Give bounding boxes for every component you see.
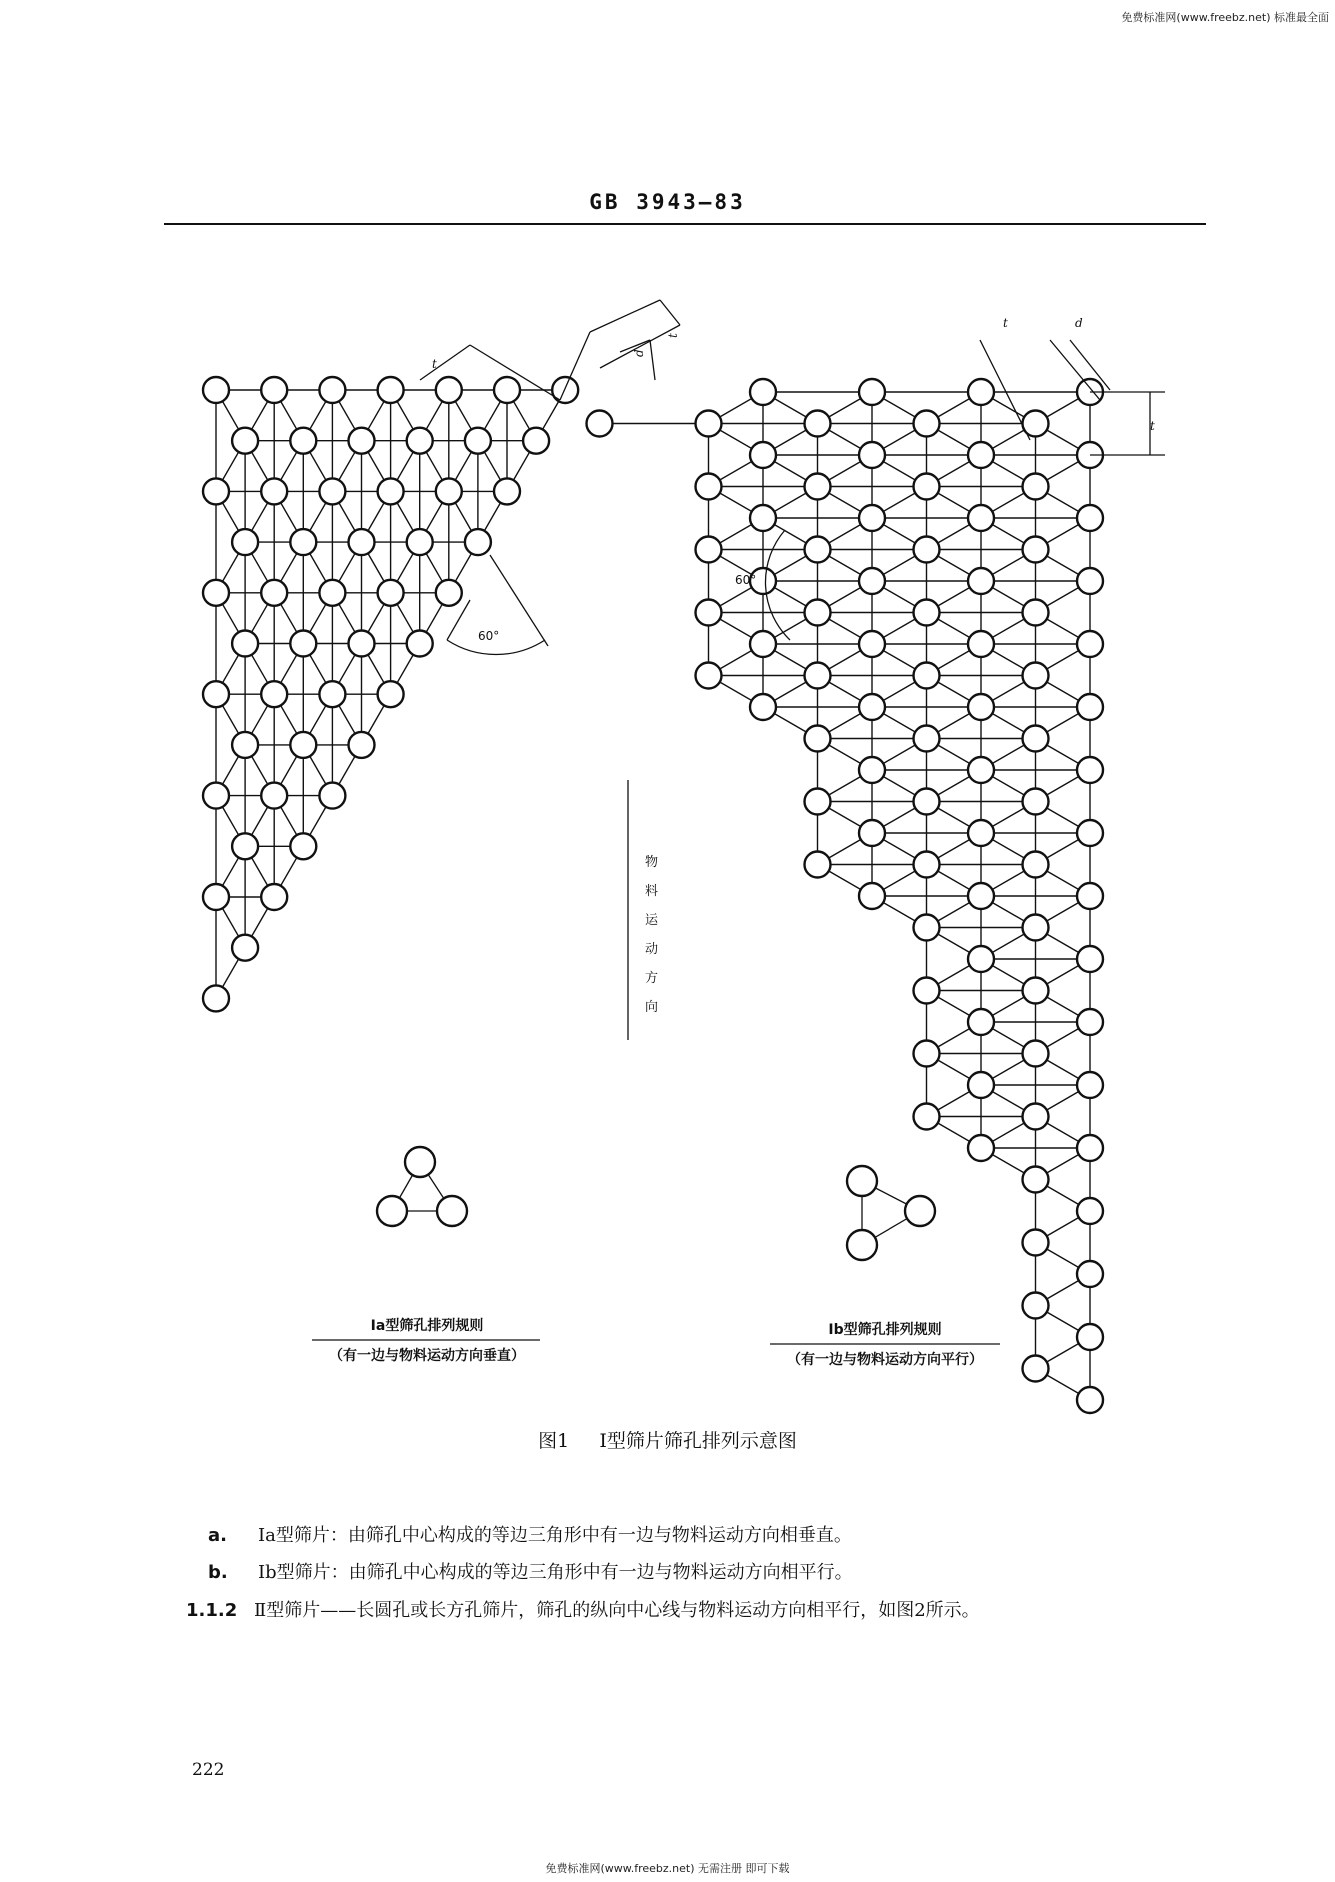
direction-label-char: 向	[645, 1000, 659, 1015]
left-rule-title: Ia型筛孔排列规则	[370, 1318, 484, 1334]
left-sieve-hole	[232, 732, 258, 758]
right-sieve-hole	[696, 474, 722, 500]
right-rule-triangle-hole	[847, 1166, 877, 1196]
direction-label-char: 动	[645, 942, 659, 957]
left-sieve-hole	[232, 529, 258, 555]
right-sieve-hole	[750, 379, 776, 405]
right-dim-d-label: d	[1075, 316, 1083, 330]
left-sieve-hole	[290, 732, 316, 758]
right-sieve-hole	[1023, 726, 1049, 752]
left-sieve-hole	[552, 377, 578, 403]
left-sieve-hole	[407, 428, 433, 454]
right-sieve-hole	[805, 600, 831, 626]
right-sieve-hole	[968, 1135, 994, 1161]
left-sieve-hole	[203, 783, 229, 809]
right-sieve-hole	[914, 663, 940, 689]
right-sieve-hole	[805, 663, 831, 689]
right-sieve-hole	[1023, 1293, 1049, 1319]
right-sieve-hole	[750, 694, 776, 720]
left-sieve-hole	[319, 681, 345, 707]
right-sieve-hole	[1077, 631, 1103, 657]
right-sieve-hole	[968, 757, 994, 783]
right-sieve-hole	[1023, 789, 1049, 815]
left-sieve-hole	[319, 478, 345, 504]
right-sieve-hole	[1077, 1009, 1103, 1035]
document-header: GB 3943—83	[589, 190, 746, 214]
left-sieve-hole	[378, 681, 404, 707]
left-sieve-hole	[232, 631, 258, 657]
left-sieve-hole	[261, 377, 287, 403]
left-dimension-line	[420, 345, 470, 380]
left-sieve-hole	[203, 884, 229, 910]
right-sieve-hole	[914, 600, 940, 626]
paragraph-1-1-2	[186, 1596, 980, 1622]
left-rule-triangle-hole	[437, 1196, 467, 1226]
right-sieve-hole	[968, 883, 994, 909]
right-sieve-hole	[1023, 474, 1049, 500]
left-sieve-hole	[494, 478, 520, 504]
left-dim-t-label: t	[432, 357, 437, 371]
direction-label	[645, 854, 659, 1015]
right-sieve-hole	[696, 600, 722, 626]
right-sieve-hole	[859, 820, 885, 846]
paragraph-b	[208, 1558, 853, 1584]
left-sieve-hole	[261, 884, 287, 910]
right-rule-triangle-hole	[905, 1196, 935, 1226]
left-sieve-hole	[436, 580, 462, 606]
right-rule-title: Ib型筛孔排列规则	[828, 1322, 942, 1338]
left-sieve-hole	[349, 529, 375, 555]
right-sieve-hole	[1077, 568, 1103, 594]
right-sieve-hole	[750, 631, 776, 657]
left-sieve-hole	[319, 377, 345, 403]
left-sieve-hole	[465, 529, 491, 555]
right-sieve-hole	[1077, 1324, 1103, 1350]
right-sieve-hole	[1077, 946, 1103, 972]
left-sieve-hole	[465, 428, 491, 454]
right-sieve-hole	[1077, 757, 1103, 783]
left-sieve-hole	[261, 681, 287, 707]
paragraph-a-label: a.	[208, 1525, 227, 1546]
right-sieve-hole	[914, 789, 940, 815]
right-sieve-hole	[914, 537, 940, 563]
right-sieve-hole	[1023, 663, 1049, 689]
right-dim-t-label: t	[1003, 316, 1008, 330]
right-sieve-hole	[914, 978, 940, 1004]
right-sieve-hole	[859, 442, 885, 468]
right-sieve-hole	[968, 946, 994, 972]
right-sieve-hole	[696, 537, 722, 563]
left-sieve-hole	[203, 580, 229, 606]
direction-label-char: 方	[645, 971, 659, 986]
figure-number: 图1	[538, 1430, 570, 1452]
direction-label-char: 料	[645, 884, 659, 899]
left-sieve-hole	[494, 377, 520, 403]
right-rule-triangle-hole	[847, 1230, 877, 1260]
left-sieve-hole	[436, 478, 462, 504]
left-sieve-hole	[378, 478, 404, 504]
paragraph-b-label: b.	[208, 1562, 228, 1583]
left-dimension-line	[590, 300, 660, 332]
right-sieve-hole	[805, 411, 831, 437]
watermark-top: 免费标准网(www.freebz.net) 标准最全面	[1121, 11, 1329, 24]
right-sieve-hole	[1023, 1041, 1049, 1067]
right-sieve-hole	[1023, 915, 1049, 941]
right-sieve-hole	[968, 1072, 994, 1098]
paragraph-1-1-2-label: 1.1.2	[186, 1600, 238, 1621]
left-sieve-hole	[378, 377, 404, 403]
left-sieve-hole	[261, 580, 287, 606]
left-rule-triangle-hole	[405, 1147, 435, 1177]
left-sieve-hole	[290, 631, 316, 657]
right-sieve-hole	[859, 631, 885, 657]
left-sieve-hole	[261, 783, 287, 809]
left-sieve-hole	[203, 377, 229, 403]
left-angle-label: 60°	[478, 629, 500, 643]
right-sieve-hole	[968, 1009, 994, 1035]
left-dimension-line	[650, 340, 655, 380]
right-sieve-hole	[1077, 1135, 1103, 1161]
left-sieve-hole	[290, 833, 316, 859]
right-sieve-hole	[750, 442, 776, 468]
right-dim-t2-label: t	[1150, 419, 1155, 433]
left-sieve-hole	[203, 985, 229, 1011]
left-sieve-hole	[523, 428, 549, 454]
right-sieve-hole	[1023, 600, 1049, 626]
paragraph-a	[208, 1521, 852, 1547]
right-sieve-hole	[914, 411, 940, 437]
right-sieve-hole	[1023, 852, 1049, 878]
right-sieve-hole	[1077, 1072, 1103, 1098]
right-sieve-hole	[968, 442, 994, 468]
right-rule-subtitle: （有一边与物料运动方向平行）	[787, 1352, 983, 1368]
page-number: 222	[192, 1760, 225, 1780]
right-sieve-hole	[1023, 1167, 1049, 1193]
left-rule-subtitle: （有一边与物料运动方向垂直）	[329, 1348, 525, 1364]
left-sieve-hole	[232, 935, 258, 961]
figure-title: I型筛片筛孔排列示意图	[599, 1430, 797, 1452]
left-rule-triangle-hole	[377, 1196, 407, 1226]
right-sieve-hole	[914, 1041, 940, 1067]
left-sieve-hole	[349, 631, 375, 657]
right-sieve-hole	[696, 663, 722, 689]
right-sieve-hole	[1023, 1104, 1049, 1130]
paragraph-b-text: Ⅰb型筛片：由筛孔中心构成的等边三角形中有一边与物料运动方向相平行。	[258, 1562, 853, 1583]
left-sieve-hole	[407, 631, 433, 657]
left-sieve-hole	[290, 529, 316, 555]
right-sieve-hole	[859, 757, 885, 783]
right-angle-label: 60°	[735, 573, 757, 587]
direction-label-char: 物	[645, 855, 659, 870]
right-sieve-hole	[1023, 1230, 1049, 1256]
figure-caption	[0, 1426, 1335, 1453]
right-sieve-hole	[1077, 505, 1103, 531]
right-dimension-line	[1050, 340, 1100, 400]
right-sieve-hole	[968, 379, 994, 405]
right-sieve-hole	[859, 505, 885, 531]
left-sieve-hole	[319, 783, 345, 809]
right-sieve-hole	[914, 1104, 940, 1130]
right-sieve-hole	[1077, 1387, 1103, 1413]
left-dimension-line	[660, 300, 680, 325]
right-sieve-hole	[859, 568, 885, 594]
right-sieve-hole	[750, 505, 776, 531]
right-sieve-hole	[859, 379, 885, 405]
right-sieve-hole	[805, 537, 831, 563]
right-sieve-hole	[1077, 1261, 1103, 1287]
right-sieve-hole	[1077, 820, 1103, 846]
right-sieve-hole	[1077, 1198, 1103, 1224]
right-sieve-hole	[968, 505, 994, 531]
right-sieve-hole	[587, 411, 613, 437]
right-sieve-hole	[1023, 1356, 1049, 1382]
left-sieve-hole	[378, 580, 404, 606]
right-sieve-hole	[968, 694, 994, 720]
right-sieve-hole	[968, 631, 994, 657]
left-dim-d-label: d	[632, 349, 646, 357]
right-sieve-hole	[914, 726, 940, 752]
right-sieve-hole	[914, 852, 940, 878]
right-sieve-hole	[1023, 537, 1049, 563]
watermark-bottom: 免费标准网(www.freebz.net) 无需注册 即可下载	[545, 1862, 790, 1875]
left-sieve-hole	[203, 478, 229, 504]
right-sieve-hole	[1077, 694, 1103, 720]
right-sieve-hole	[1023, 978, 1049, 1004]
right-sieve-hole	[805, 789, 831, 815]
right-sieve-hole	[1077, 883, 1103, 909]
right-sieve-hole	[968, 820, 994, 846]
left-dimension-line	[600, 325, 680, 368]
right-sieve-hole	[859, 694, 885, 720]
direction-label-char: 运	[645, 913, 659, 928]
paragraph-a-text: Ⅰa型筛片：由筛孔中心构成的等边三角形中有一边与物料运动方向相垂直。	[258, 1525, 852, 1546]
left-sieve-hole	[290, 428, 316, 454]
paragraph-1-1-2-text: Ⅱ型筛片——长圆孔或长方孔筛片，筛孔的纵向中心线与物料运动方向相平行，如图2所示。	[254, 1600, 980, 1621]
left-sieve-hole	[407, 529, 433, 555]
right-sieve-hole	[696, 411, 722, 437]
right-sieve-hole	[968, 568, 994, 594]
right-sieve-hole	[805, 474, 831, 500]
right-sieve-hole	[805, 726, 831, 752]
right-sieve-hole	[914, 915, 940, 941]
left-sieve-hole	[232, 428, 258, 454]
right-sieve-hole	[914, 474, 940, 500]
right-sieve-hole	[859, 883, 885, 909]
right-sieve-hole	[805, 852, 831, 878]
left-sieve-hole	[436, 377, 462, 403]
left-sieve-hole	[349, 428, 375, 454]
left-sieve-hole	[349, 732, 375, 758]
left-sieve-hole	[203, 681, 229, 707]
left-dim-t2-label: t	[666, 333, 680, 338]
left-sieve-hole	[319, 580, 345, 606]
left-sieve-hole	[261, 478, 287, 504]
left-sieve-hole	[232, 833, 258, 859]
